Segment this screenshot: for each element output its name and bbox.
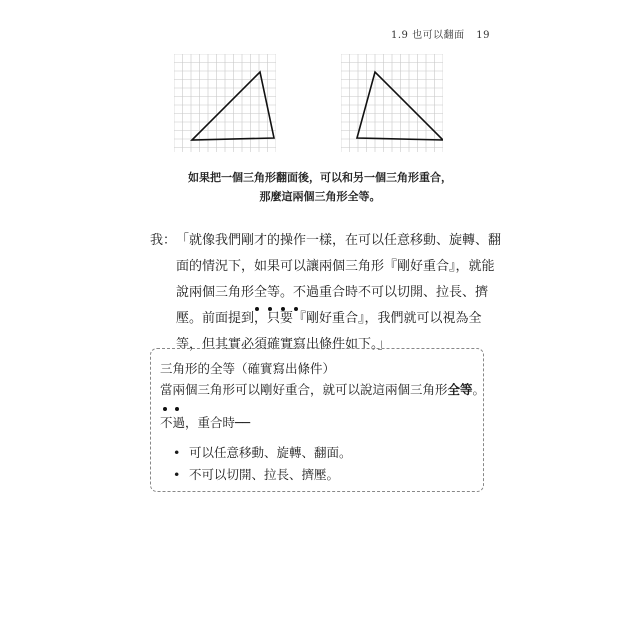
bullet: • [173, 467, 181, 482]
list-item [173, 464, 352, 486]
emphasis-dot [163, 407, 167, 411]
emphasis-dot [281, 307, 285, 311]
figure-right-triangle [341, 54, 443, 152]
figure-caption [150, 168, 490, 206]
grid-lines [174, 54, 276, 152]
caption-line-1: 如果把一個三角形翻面後，可以和另一個三角形重合， [188, 171, 452, 184]
running-head [383, 26, 490, 41]
emphasis-dot [175, 407, 179, 411]
list-item-text: 可以任意移動、旋轉、翻面。 [189, 445, 352, 460]
grid-left [174, 54, 276, 152]
statement-suffix: 。 [472, 382, 486, 397]
bullet: • [173, 445, 181, 460]
emphasis-dots [255, 307, 311, 313]
caption-line-2: 那麼這兩個三角形全等。 [259, 190, 381, 203]
dialogue-line-2: 面的情況下，如果可以讓兩個三角形『剛好重合』，就能 [176, 259, 495, 274]
emphasis-dot [294, 307, 298, 311]
section-title: 1.9 也可以翻面 [390, 30, 465, 41]
triangle-left [192, 72, 274, 140]
grid-lines [341, 54, 443, 152]
list-item [173, 442, 352, 464]
figure-left-triangle [174, 54, 276, 152]
dialogue-paragraph [150, 228, 502, 358]
box-title: 三角形的全等（確實寫出條件） [160, 361, 336, 376]
dialogue-line-5: 等，但其實必須確實寫出條件如下。」 [176, 337, 391, 352]
grid-right [341, 54, 443, 152]
box-however: 不過，重合時── [160, 415, 251, 430]
list-item-text: 不可以切開、拉長、擠壓。 [189, 467, 340, 482]
emphasis-dot [268, 307, 272, 311]
box-statement [160, 380, 485, 398]
emphasis-dot [255, 307, 259, 311]
definition-box [150, 348, 484, 492]
dialogue-line-4: 壓。前面提到，只要『剛好重合』，我們就可以視為全 [176, 311, 482, 326]
dialogue-line-3: 說兩個三角形全等。不過重合時不可以切開、拉長、擠 [176, 285, 489, 300]
page-number: 19 [476, 30, 490, 41]
dialogue-lines [176, 228, 502, 358]
statement-bold: 全等 [447, 382, 473, 397]
statement-prefix: 當兩個三角形可以剛好重合，就可以說這兩個三角形 [160, 382, 448, 397]
condition-list [173, 442, 352, 486]
dialogue-line-1: 「就像我們剛才的操作一樣，在可以任意移動、旋轉、翻 [176, 233, 502, 248]
speaker-label: 我： [150, 233, 177, 248]
triangle-right [357, 72, 443, 140]
